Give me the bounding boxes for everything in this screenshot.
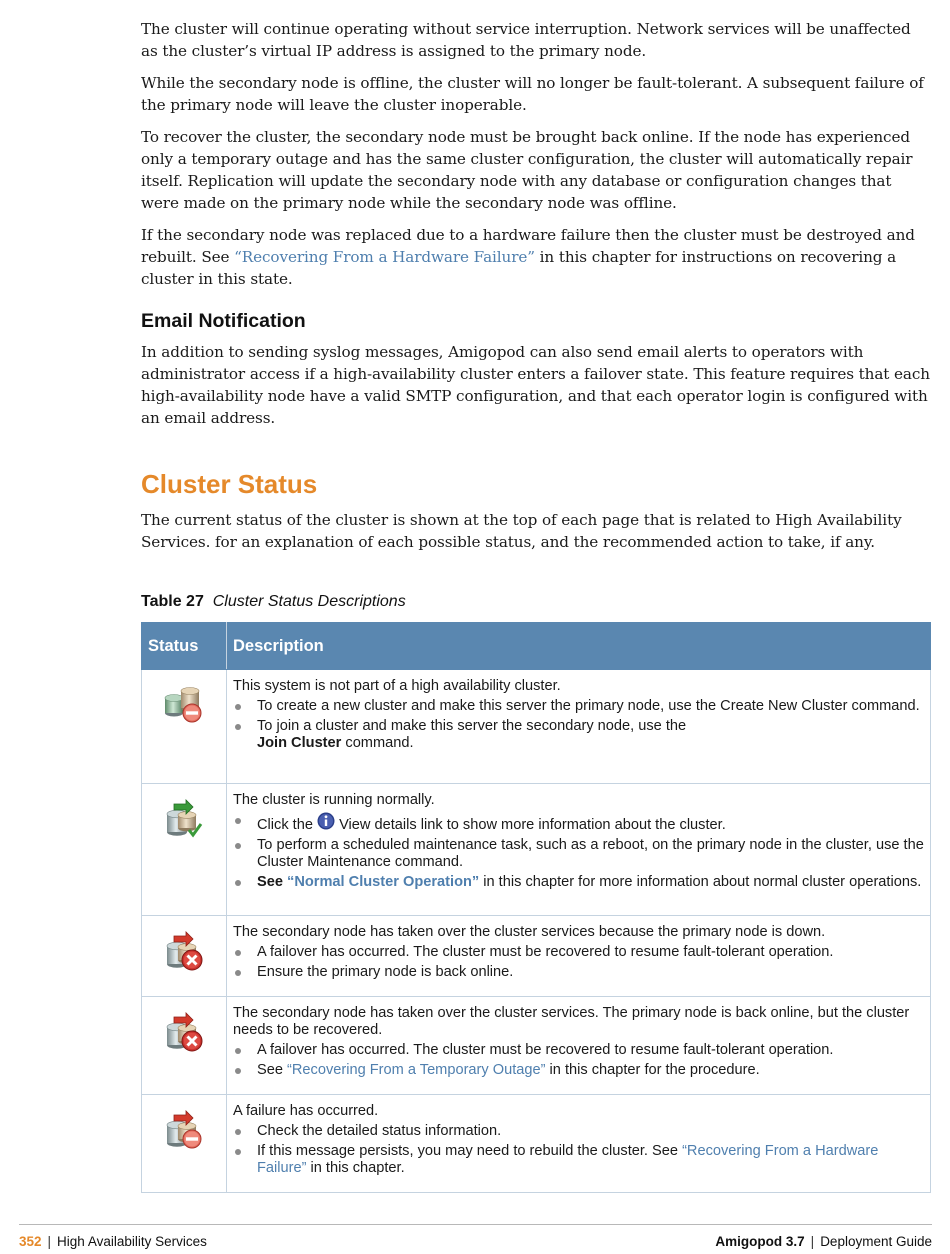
table-row — [142, 784, 931, 916]
list-item: Click the View details link to show more information about the cluster. — [233, 812, 924, 834]
list-item: A failover has occurred. The cluster must be recovered to resume fault-tolerant operation. — [233, 1042, 924, 1059]
link-normal-cluster-operation[interactable]: “Normal Cluster Operation” — [287, 874, 480, 890]
paragraph-cluster-status: The current status of the cluster is shown at the top of each page that is related to High Availability Services. for an explanation of each possible status, and the recommended action to take, if any. — [141, 511, 902, 551]
link-recovering-hardware-failure[interactable]: “Recovering From a Hardware Failure” — [234, 248, 535, 266]
link-recovering-hardware-failure[interactable]: “Recovering From a Hardware Failure” — [257, 1143, 879, 1176]
paragraph-failover-continuity: The cluster will continue operating without service interruption. Network services will be unaffected as the cluster’s virtual IP address is assigned to the primary node. — [141, 20, 911, 60]
status-description: The secondary node has taken over the cluster services. The primary node is back online, but the cluster needs to be recovered. — [233, 1005, 910, 1038]
list-item: See “Normal Cluster Operation” in this chapter for more information about normal cluster operations. — [233, 874, 924, 891]
cluster-none-icon — [162, 684, 206, 726]
paragraph-hardware-replaced: If the secondary node was replaced due to a hardware failure then the cluster must be destroyed and rebuilt. See “Recovering From a Hardware Failure” in this chapter for instructions on recovering a cluster in this state. — [141, 226, 915, 288]
status-description: The secondary node has taken over the cluster services because the primary node is down. — [233, 924, 826, 940]
footer-left — [19, 1234, 207, 1249]
link-recovering-temporary-outage[interactable]: “Recovering From a Temporary Outage” — [287, 1062, 546, 1078]
status-description: This system is not part of a high availability cluster. — [233, 678, 561, 694]
list-item: Ensure the primary node is back online. — [233, 964, 924, 981]
footer-doc-title: Deployment Guide — [820, 1234, 932, 1249]
table-row — [142, 997, 931, 1095]
page-content — [141, 18, 931, 1193]
list-item: To join a cluster and make this server the secondary node, use the Join Cluster command. — [233, 718, 924, 752]
status-description: A failure has occurred. — [233, 1103, 379, 1119]
column-header-status: Status — [142, 623, 227, 670]
cluster-failure-icon — [162, 1109, 206, 1151]
page-number: 352 — [19, 1234, 42, 1249]
cluster-failover-icon — [162, 930, 206, 972]
paragraph-recovery: To recover the cluster, the secondary node must be brought back online. If the node has experienced only a temporary outage and has the same cluster configuration, the cluster will automatically repair itself. Replication will update the secondary node with any database or configuration changes that were made on the primary node while the secondary node was offline. — [141, 128, 913, 212]
list-item: To create a new cluster and make this server the primary node, use the Create New Cluster command. — [233, 698, 924, 715]
table-row — [142, 1095, 931, 1193]
status-description: The cluster is running normally. — [233, 792, 435, 808]
list-item: A failover has occurred. The cluster must be recovered to resume fault-tolerant operation. — [233, 944, 924, 961]
footer-right — [715, 1234, 932, 1249]
cluster-ok-icon — [162, 798, 206, 840]
list-item: Check the detailed status information. — [233, 1123, 924, 1140]
heading-email-notification: Email Notification — [141, 310, 306, 332]
table-row — [142, 916, 931, 997]
footer-section: High Availability Services — [57, 1234, 207, 1249]
info-icon[interactable] — [317, 812, 335, 830]
table-row — [142, 670, 931, 784]
table-caption: Table 27 Cluster Status Descriptions — [141, 593, 406, 610]
list-item: See “Recovering From a Temporary Outage” in this chapter for the procedure. — [233, 1062, 924, 1079]
paragraph-fault-tolerance: While the secondary node is offline, the cluster will no longer be fault-tolerant. A subsequent failure of the primary node will leave the cluster inoperable. — [141, 74, 924, 114]
cluster-failover-icon — [162, 1011, 206, 1053]
footer-separator: | — [47, 1234, 52, 1249]
column-header-description: Description — [227, 623, 931, 670]
footer-separator: | — [810, 1234, 815, 1249]
list-item: To perform a scheduled maintenance task, such as a reboot, on the primary node in the cluster, use the Cluster Maintenance command. — [233, 837, 924, 871]
footer-divider — [19, 1224, 932, 1225]
paragraph-email-notification: In addition to sending syslog messages, Amigopod can also send email alerts to operators with administrator access if a high-availability cluster enters a failover state. This feature requires that each high-availability node have a valid SMTP configuration, and that each operator login is configured with an email address. — [141, 343, 930, 427]
heading-cluster-status: Cluster Status — [141, 469, 318, 499]
footer-product: Amigopod 3.7 — [715, 1234, 805, 1249]
list-item: If this message persists, you may need to rebuild the cluster. See “Recovering From a Hardware Failure” in this chapter. — [233, 1143, 924, 1177]
table-header-row — [142, 623, 931, 670]
cluster-status-table — [141, 622, 931, 1193]
